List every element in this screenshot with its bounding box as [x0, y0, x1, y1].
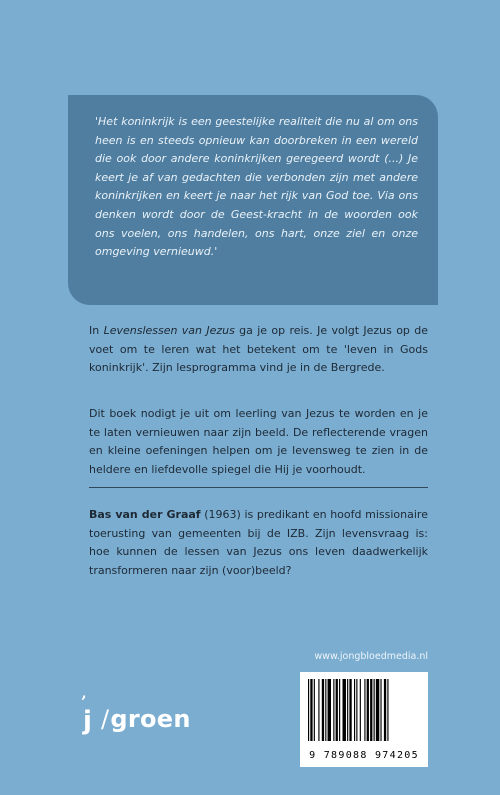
- logo-word: groen: [110, 705, 191, 733]
- author-bio-text: (1963) is predikant en hoofd missionaire toerusting van gemeenten bij de IZB. Zijn levensvraag is: hoe kunnen de lessen van Jezus ons leven daadwerkelijk transformeren naar zijn (voor)beeld?: [89, 508, 428, 577]
- logo-slash: /: [101, 705, 110, 733]
- intro-text-before: In: [89, 324, 104, 337]
- barcode: [300, 672, 428, 767]
- barcode-number: 9 789088 974205: [309, 750, 419, 761]
- invitation-paragraph: Dit boek nodigt je uit om leerling van Jezus te worden en je te laten vernieuwen naar zijn beeld. De reflecterende vragen en kleine oefeningen helpen om je levensweg te zien in de heldere en liefdevolle spiegel die Hij je voorhoudt.: [89, 407, 428, 476]
- intro-paragraph: [89, 322, 428, 378]
- logo-wordmark: [101, 704, 191, 734]
- publisher-logo: [79, 690, 191, 734]
- logo-mark-letter: j: [83, 706, 92, 736]
- logo-dot: ’: [81, 692, 87, 711]
- author-bio-paragraph: [89, 506, 428, 580]
- barcode-bars: [306, 679, 422, 741]
- intro-text-after: ga je op reis. Je volgt Jezus op de voet om te leren wat het betekent om te 'leven in Gods koninkrijk'. Zijn lesprogramma vind je in de Bergrede.: [89, 324, 428, 375]
- quote-box: [68, 95, 438, 305]
- publisher-website: www.jongbloedmedia.nl: [314, 651, 428, 662]
- logo-mark-icon: [79, 694, 101, 734]
- divider: [89, 487, 428, 488]
- quote-text: 'Het koninkrijk is een geestelijke realiteit die nu al om ons heen is en steeds opnieuw kan doorbreken in een wereld die ook door andere koninkrijken geregeerd wordt (...) Je keert je af van gedachten die verbonden zijn met andere koninkrijken en keert je naar het rijk van God toe. Via ons denken wordt door de Geest-kracht in de woorden ook ons voelen, ons handelen, ons hart, onze ziel en onze omgeving vernieuwd.': [95, 115, 418, 259]
- author-name: Bas van der Graaf: [89, 508, 201, 521]
- book-title: Levenslessen van Jezus: [103, 324, 235, 337]
